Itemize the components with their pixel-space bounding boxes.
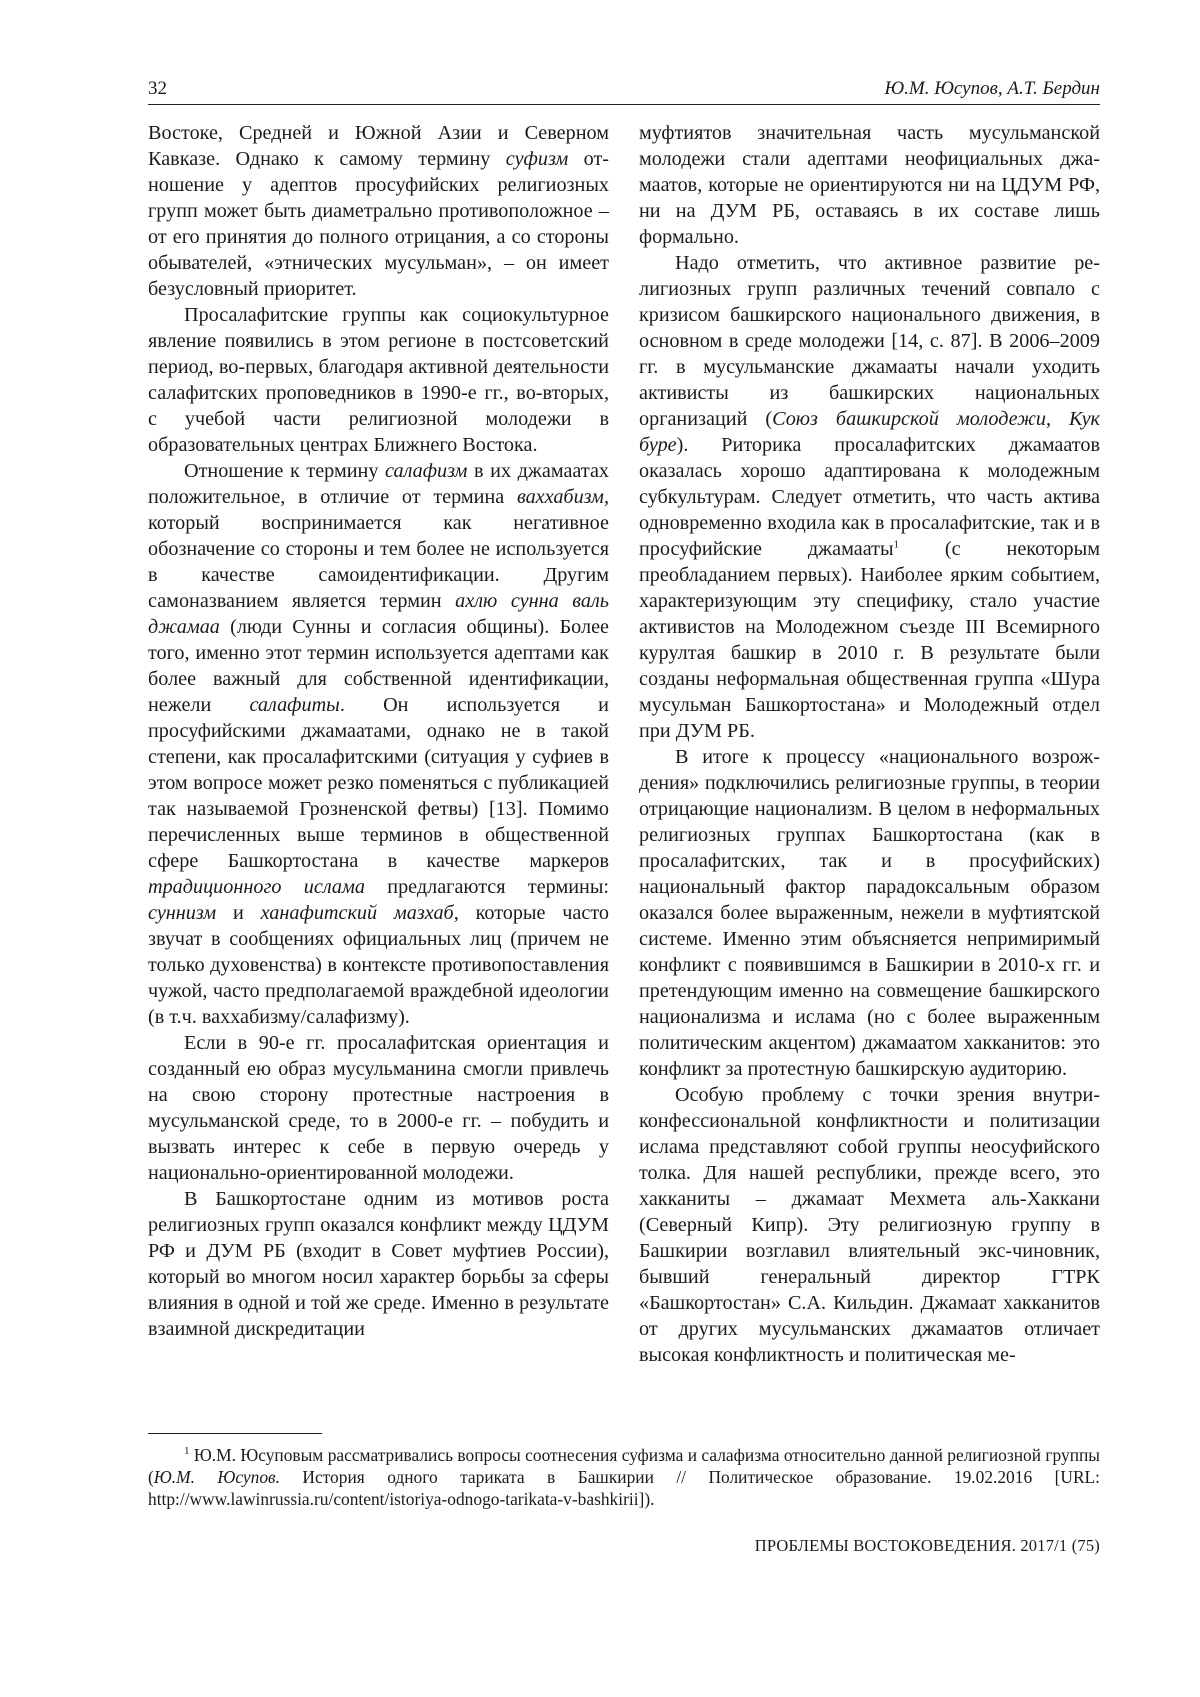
right-column xyxy=(639,120,1100,1368)
paragraph: Отношение к термину салафизм в их джамаатах положительное, в отличие от термина ваххабизм, который воспринимается как негативное обозначение со стороны и тем более не используется в качестве самоидентификации. Другим самоназванием является термин ахлю сунна валь джамаа (люди Сунны и согласия общины). Более того, именно этот термин используется адептами как более важный для собственной идентификации, нежели салафиты. Он используется и просуфийскими джамаатами, однако не в такой степени, как просалафитскими (ситуация у суфиев в этом вопросе может резко поменяться с публикацией так называемой Грозненской фетвы) [13]. Помимо перечисленных выше терминов в общественной сфере Башкортостана в качестве маркеров традиционного ислама предлагаются термины: суннизм и ханафитский мазхаб, которые часто звучат в сообщениях официальных лиц (причем не только духовенства) в контексте противопоставления чужой, часто предполагаемой враждебной идеологии (в т.ч. ваххабизму/салафизму). xyxy=(148,460,609,1028)
paragraph: Надо отметить, что активное развитие религиозных групп различных течений совпало с кризисом башкирского национального движения, в основном в среде молодежи [14, с. 87]. В 2006–2009 гг. в мусульманские джамааты начали уходить активисты из башкирских национальных организаций (Союз башкирской молодежи, Кук буре). Риторика просалафитских джамаатов оказалась хорошо адаптирована к молодежным субкультурам. Следует отметить, что часть актива одновременно входила как в просалафитские, так и в просуфийские джамааты$^1$ (с некоторым преобладанием первых). Наиболее ярким событием, характеризующим эту специфику, стало участие активистов на Молодежном съезде III Всемирного курултая башкир в 2010 г. В результате были созданы неформальная общественная группа «Шура мусульман Башкортостана» и Молодежный отдел при ДУМ РБ. xyxy=(639,252,1100,742)
paragraph: Просалафитские группы как социокультурное явление появились в этом регионе в постсоветский период, во-первых, благодаря активной деятельности салафитских проповедников в 1990-е гг., во-вторых, с учебой части религиозной молодежи в образовательных центрах Ближнего Востока. xyxy=(148,304,609,456)
paragraph: Востоке, Средней и Южной Азии и Северном Кавказе. Однако к самому термину суфизм отношение у адептов просуфийских религиозных групп может быть диаметрально противоположное – от его принятия до полного отрицания, а со стороны обывателей, «этнических мусульман», – он имеет безусловный приоритет. xyxy=(148,122,610,300)
running-header-authors: Ю.М. Юсупов, А.Т. Бердин xyxy=(884,78,1100,99)
footnote: $^1$ Ю.М. Юсуповым рассматривались вопросы соотнесения суфизма и салафизма относительно данной религиозной группы (Ю.М. Юсупов. История одного тариката в Башкирии // Политическое образование. 19.02.2016 [URL: http://www.lawinrussia.ru/content/istoriya-odnogo-tarikata-v-bashkirii]). xyxy=(148,1445,1100,1509)
footnote-divider xyxy=(148,1433,322,1434)
paragraph: Если в 90-е гг. просалафитская ориентация и созданный ею образ мусульманина смогли привлечь на свою сторону протестные настроения в мусульманской среде, то в 2000-е гг. – побудить и вызвать интерес к себе в первую очередь у национально-ориентированной молодежи. xyxy=(148,1032,609,1184)
paragraph: В итоге к процессу «национального возрождения» подключились религиозные группы, в теории отрицающие национализм. В целом в неформальных религиозных группах Башкортостана (как в просалафитских, так и в просуфийских) национальный фактор парадоксальным образом оказался более выраженным, нежели в муфтиятской системе. Именно этим объясняется непримиримый конфликт с появившимся в Башкирии в 2010-х гг. и претендующим именно на совмещение башкирского национализма и ислама (но с более выраженным политическим акцентом) джамаатом хакканитов: это конфликт за протестную башкирскую аудиторию. xyxy=(639,746,1100,1080)
paragraph: муфтиятов значительная часть мусульманской молодежи стали адептами неофициальных джамаатов, которые не ориентируются ни на ЦДУМ РФ, ни на ДУМ РБ, оставаясь в их составе лишь формально. xyxy=(639,122,1100,248)
left-column xyxy=(148,120,609,1342)
page-number: 32 xyxy=(148,78,167,99)
paragraph: Особую проблему с точки зрения внутриконфессиональной конфликтности и политизации ислама представляют собой группы неосуфийского толка. Для нашей республики, прежде всего, это хакканиты – джамаат Мехмета аль-Хаккани (Северный Кипр). Эту религиозную группу в Башкирии возглавил влиятельный экс-чиновник, бывший генеральный директор ГТРК «Башкортостан» С.А. Кильдин. Джамаат хакканитов от других мусульманских джамаатов отличает высокая конфликтность и политическая ме- xyxy=(639,1084,1100,1366)
running-header xyxy=(148,78,1100,105)
footnote-ref[interactable]: 1 xyxy=(893,538,900,551)
footnote-marker: 1 xyxy=(184,1445,190,1458)
paragraph: В Башкортостане одним из мотивов роста религиозных групп оказался конфликт между ЦДУМ РФ и ДУМ РБ (входит в Совет муфтиев России), который во многом носил характер борьбы за сферы влияния в одной и той же среде. Именно в результате взаимной дискредитации xyxy=(148,1188,609,1340)
journal-footer: ПРОБЛЕМЫ ВОСТОКОВЕДЕНИЯ. 2017/1 (75) xyxy=(754,1536,1100,1555)
